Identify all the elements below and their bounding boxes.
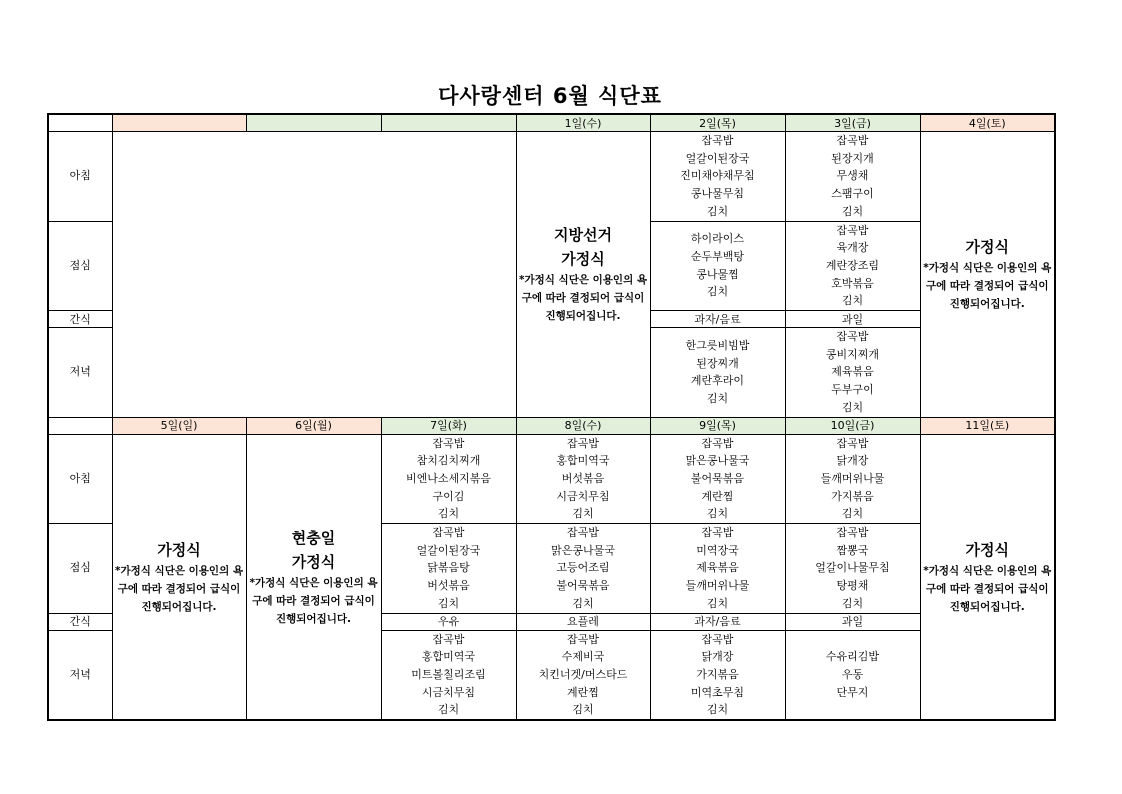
memorial-day-cell — [246, 434, 381, 720]
menu-item: 버섯볶음 — [427, 579, 470, 593]
menu-item: 잡곡밥 — [836, 436, 869, 450]
home-meal-note: *가정식 식단은 이용인의 욕구에 따라 결정되어 급식이 진행되어집니다. — [249, 576, 378, 625]
menu-item: 김치 — [706, 204, 729, 218]
meal-label-dinner: 저녁 — [48, 328, 112, 418]
menu-item: 잡곡밥 — [836, 223, 869, 237]
menu-item: 버섯볶음 — [561, 471, 605, 485]
menu-item: 호박볶음 — [831, 276, 874, 290]
menu-item: 구이김 — [432, 489, 465, 503]
memorial-day-title: 현충일 — [291, 528, 336, 547]
snack-cell: 과자/음료 — [650, 613, 785, 630]
menu-item: 진미채야채무침 — [680, 169, 755, 183]
snack-cell: 과자/음료 — [650, 311, 785, 328]
meal-label-dinner: 저녁 — [48, 630, 112, 720]
menu-item: 콩나물무침 — [690, 187, 745, 201]
menu-item: 잡곡밥 — [701, 134, 734, 147]
meal-label-snack: 간식 — [48, 311, 112, 328]
menu-item: 김치 — [841, 204, 864, 218]
menu-item: 육개장 — [836, 241, 869, 255]
menu-item: 닭개장 — [836, 454, 869, 468]
page-title: 다사랑센터 6월 식단표 — [438, 84, 662, 108]
election-day-cell — [516, 132, 650, 418]
menu-item: 스팸구이 — [831, 187, 874, 201]
day-header — [112, 114, 246, 132]
meal-schedule-table — [47, 113, 1056, 721]
menu-cell — [650, 434, 785, 524]
menu-item: 짬뽕국 — [836, 543, 869, 557]
menu-cell — [650, 524, 785, 614]
menu-item: 계란후라이 — [690, 374, 745, 388]
menu-item: 탕평채 — [836, 579, 869, 593]
menu-item: 김치 — [706, 285, 729, 299]
menu-item: 잡곡밥 — [701, 632, 734, 646]
menu-item: 닭개장 — [701, 650, 734, 664]
snack-cell: 과일 — [785, 613, 920, 630]
menu-item: 제육볶음 — [696, 561, 739, 575]
menu-item: 단무지 — [836, 685, 869, 699]
menu-cell — [785, 132, 920, 222]
day-header: 4일(토) — [920, 114, 1055, 132]
menu-item: 김치 — [572, 596, 594, 610]
menu-item: 하이라이스 — [690, 232, 745, 246]
menu-item: 잡곡밥 — [836, 134, 869, 147]
home-meal-note: *가정식 식단은 이용인의 욕구에 따라 결정되어 급식이 진행되어집니다. — [923, 262, 1052, 311]
menu-item: 얼갈이나물무침 — [815, 561, 890, 575]
home-meal-cell — [920, 434, 1055, 720]
menu-item: 잡곡밥 — [432, 436, 465, 450]
day-header: 9일(목) — [650, 417, 785, 434]
meal-label-breakfast: 아침 — [48, 132, 112, 222]
menu-cell — [785, 524, 920, 614]
menu-item: 잡곡밥 — [567, 526, 599, 540]
menu-item: 무생채 — [836, 169, 869, 183]
menu-cell — [650, 630, 785, 720]
day-header: 8일(수) — [516, 417, 650, 434]
menu-item: 된장지개 — [831, 151, 874, 165]
meal-label-lunch: 점심 — [48, 221, 112, 311]
menu-cell — [516, 434, 650, 524]
menu-item: 치킨너겟/머스타드 — [538, 667, 628, 681]
snack-cell: 요플레 — [516, 613, 650, 630]
menu-item: 가지볶음 — [696, 667, 739, 681]
menu-item: 잡곡밥 — [567, 632, 599, 646]
day-header: 1일(수) — [516, 114, 650, 132]
day-header: 2일(목) — [650, 114, 785, 132]
day-header: 3일(금) — [785, 114, 920, 132]
menu-cell — [516, 630, 650, 720]
menu-item: 김치 — [841, 507, 864, 521]
day-header: 7일(화) — [381, 417, 516, 434]
home-meal-note: *가정식 식단은 이용인의 욕구에 따라 결정되어 급식이 진행되어집니다. — [518, 274, 648, 323]
menu-item: 미역장국 — [696, 543, 739, 557]
week2-header-row — [48, 417, 1055, 434]
menu-item: 김치 — [706, 596, 729, 610]
menu-item: 수제비국 — [561, 650, 605, 664]
menu-item: 불어묵볶음 — [690, 471, 745, 485]
menu-item: 가지볶음 — [831, 489, 874, 503]
day-header: 5일(일) — [112, 417, 246, 434]
home-meal-note: *가정식 식단은 이용인의 욕구에 따라 결정되어 급식이 진행되어집니다. — [923, 564, 1052, 613]
home-meal-title: 가정식 — [561, 250, 605, 269]
menu-item: 두부구이 — [831, 383, 874, 397]
menu-cell — [650, 328, 785, 418]
menu-item: 잡곡밥 — [567, 436, 599, 450]
meal-label-snack: 간식 — [48, 613, 112, 630]
day-header: 6일(월) — [246, 417, 381, 434]
menu-cell — [381, 630, 516, 720]
menu-cell — [785, 630, 920, 720]
menu-cell — [650, 132, 785, 222]
menu-item: 잡곡밥 — [432, 526, 465, 540]
home-meal-title: 가정식 — [157, 540, 201, 559]
menu-cell — [381, 434, 516, 524]
empty-block — [112, 132, 516, 418]
menu-item: 시금치무침 — [421, 685, 476, 699]
menu-item: 맑은콩나물국 — [551, 543, 615, 557]
menu-item: 김치 — [572, 507, 594, 521]
home-meal-note: *가정식 식단은 이용인의 욕구에 따라 결정되어 급식이 진행되어집니다. — [114, 564, 244, 613]
home-meal-title: 가정식 — [291, 552, 336, 571]
menu-item: 제육볶음 — [831, 365, 874, 379]
snack-cell: 과일 — [785, 311, 920, 328]
menu-item: 우동 — [841, 667, 864, 681]
day-header — [381, 114, 516, 132]
menu-item: 잡곡밥 — [701, 436, 734, 450]
menu-item: 콩나물찜 — [696, 267, 739, 281]
menu-item: 얼갈이된장국 — [685, 151, 750, 165]
menu-item: 계란장조림 — [825, 258, 880, 272]
week2-breakfast-row — [48, 434, 1055, 524]
menu-cell — [381, 524, 516, 614]
meal-label-breakfast: 아침 — [48, 434, 112, 524]
menu-cell — [785, 221, 920, 311]
menu-item: 김치 — [841, 294, 864, 308]
menu-item: 불어묵볶음 — [556, 579, 610, 593]
menu-item: 된장찌개 — [696, 356, 739, 370]
menu-item: 잡곡밥 — [836, 526, 869, 540]
menu-item: 얼갈이된장국 — [416, 543, 481, 557]
menu-item: 닭볶음탕 — [427, 561, 470, 575]
week1-breakfast-row — [48, 132, 1055, 222]
menu-item: 비엔나소세지볶음 — [405, 471, 491, 485]
menu-item: 김치 — [841, 400, 864, 414]
menu-item: 홍합미역국 — [421, 650, 476, 664]
menu-item: 참치김치찌개 — [416, 454, 481, 468]
home-meal-title: 가정식 — [965, 238, 1009, 257]
menu-item: 잡곡밥 — [836, 330, 869, 344]
meal-label-lunch: 점심 — [48, 524, 112, 614]
menu-item: 김치 — [706, 391, 729, 405]
day-header: 11일(토) — [920, 417, 1055, 434]
menu-item: 한그릇비빔밥 — [685, 338, 750, 352]
home-meal-cell — [112, 434, 246, 720]
menu-item: 시금치무침 — [556, 489, 610, 503]
menu-item: 김치 — [706, 703, 729, 717]
menu-item: 계란찜 — [567, 685, 599, 699]
menu-item: 김치 — [437, 507, 460, 521]
corner-cell — [48, 417, 112, 434]
menu-item: 김치 — [841, 596, 864, 610]
menu-item: 김치 — [437, 703, 460, 717]
corner-cell — [48, 114, 112, 132]
home-meal-cell — [920, 132, 1055, 418]
menu-item: 김치 — [572, 703, 594, 717]
menu-cell — [785, 434, 920, 524]
menu-item: 고등어조림 — [556, 561, 610, 575]
menu-item: 들깨머위나물 — [820, 471, 885, 485]
menu-item: 김치 — [706, 507, 729, 521]
menu-item: 수유리김밥 — [825, 650, 880, 664]
menu-item: 미트볼칠리조림 — [411, 667, 486, 681]
day-header — [246, 114, 381, 132]
menu-item: 계란찜 — [701, 489, 734, 503]
election-title: 지방선거 — [554, 226, 612, 245]
menu-cell — [785, 328, 920, 418]
menu-cell — [516, 524, 650, 614]
menu-item: 잡곡밥 — [701, 526, 734, 540]
menu-item: 콩비지찌개 — [825, 347, 880, 361]
menu-cell — [650, 221, 785, 311]
menu-item: 미역초무침 — [690, 685, 745, 699]
menu-item: 들깨머위나물 — [685, 579, 750, 593]
menu-item: 잡곡밥 — [432, 632, 465, 646]
week1-header-row — [48, 114, 1055, 132]
menu-item: 홍합미역국 — [556, 454, 610, 468]
snack-cell: 우유 — [381, 613, 516, 630]
home-meal-title: 가정식 — [965, 540, 1009, 559]
day-header: 10일(금) — [785, 417, 920, 434]
menu-item: 맑은콩나물국 — [685, 454, 750, 468]
menu-item: 순두부백탕 — [690, 250, 745, 264]
menu-item: 김치 — [437, 596, 460, 610]
